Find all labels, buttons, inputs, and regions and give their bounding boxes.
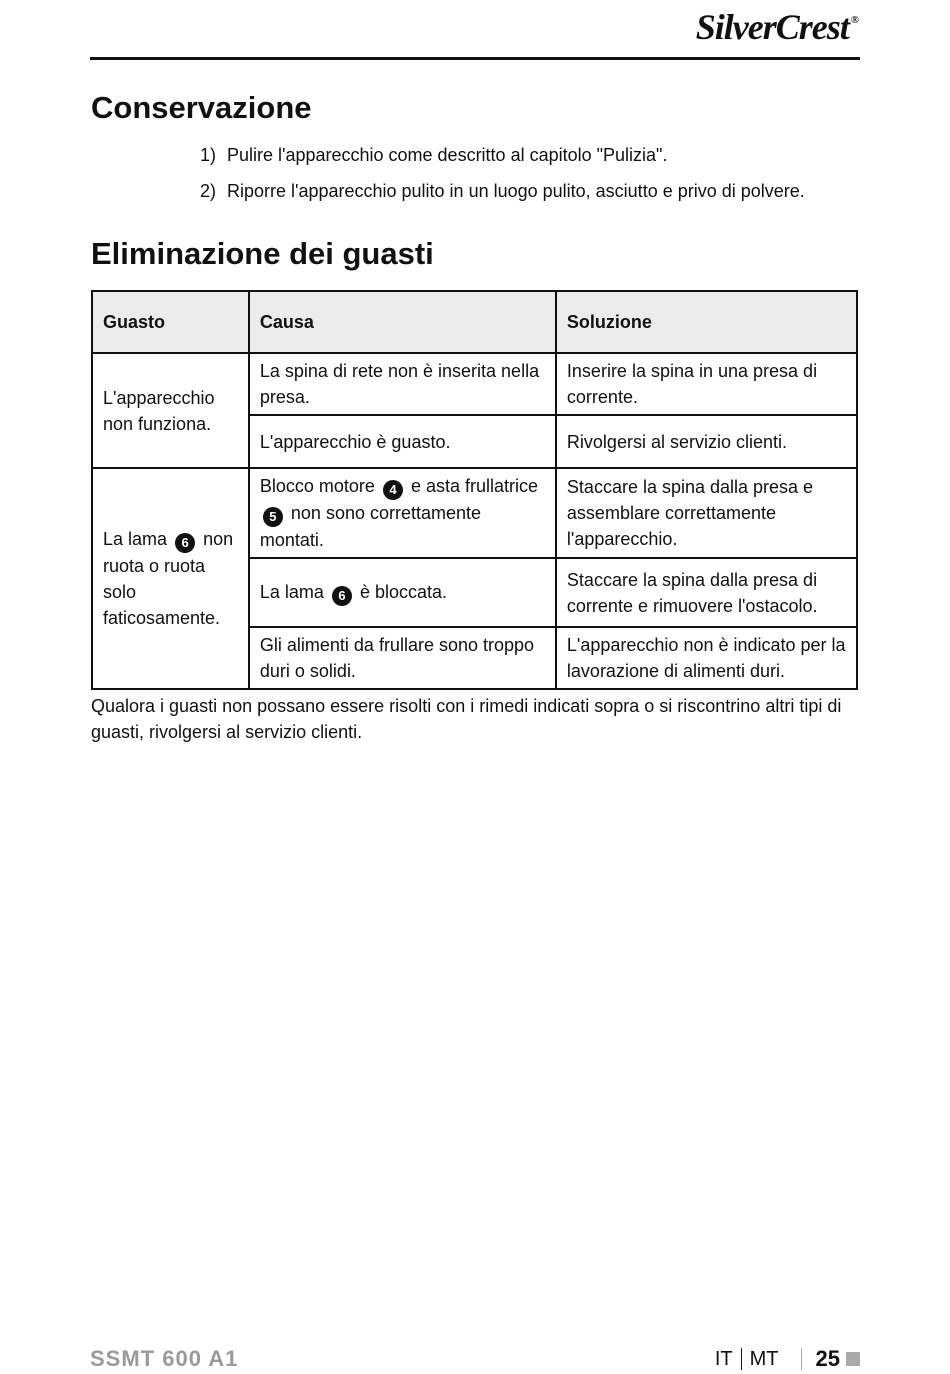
square-icon <box>846 1352 860 1366</box>
fault-cell: L'apparecchio non funziona. <box>92 353 249 468</box>
cause-text: non sono correttamente montati. <box>259 503 482 550</box>
table-row <box>92 353 857 415</box>
cause-cell <box>249 468 556 558</box>
solution-cell: L'apparecchio non è indicato per la lavorazione di alimenti duri. <box>556 627 857 689</box>
fault-cell <box>92 468 249 689</box>
header-rule <box>90 57 860 60</box>
fault-text: non ruota o ruota solo faticosamente. <box>103 529 234 628</box>
step-number: 2) <box>200 181 217 201</box>
part-number-badge: 5 <box>263 507 283 527</box>
solution-cell: Staccare la spina dalla presa e assemblare correttamente l'apparecchio. <box>556 468 857 558</box>
header-cause: Causa <box>249 291 556 353</box>
storage-step-2 <box>200 181 805 202</box>
language-code: MT <box>749 1347 779 1370</box>
solution-cell: Inserire la spina in una presa di corrente. <box>556 353 857 415</box>
storage-step-1 <box>200 145 667 166</box>
page-number: 25 <box>815 1346 840 1371</box>
cause-text: e asta frullatrice <box>410 476 539 496</box>
header-fault: Guasto <box>92 291 249 353</box>
solution-cell: Staccare la spina dalla presa di corrente e rimuovere l'ostacolo. <box>556 558 857 627</box>
table-row <box>92 468 857 558</box>
registered-mark: ® <box>850 14 858 26</box>
troubleshooting-note: Qualora i guasti non possano essere risolti con i rimedi indicati sopra o si riscontrino altri tipi di guasti, rivolgersi al servizio clienti. <box>91 696 842 742</box>
footer-pagination <box>715 1346 860 1372</box>
divider <box>801 1348 802 1370</box>
step-text: Pulire l'apparecchio come descritto al capitolo "Pulizia". <box>227 145 668 165</box>
divider <box>741 1348 742 1370</box>
cause-cell: Gli alimenti da frullare sono troppo duri o solidi. <box>249 627 556 689</box>
cause-cell: La spina di rete non è inserita nella presa. <box>249 353 556 415</box>
part-number-badge: 6 <box>332 586 352 606</box>
cause-text: Blocco motore <box>259 476 375 496</box>
solution-cell: Rivolgersi al servizio clienti. <box>556 415 857 468</box>
troubleshooting-table <box>91 290 858 690</box>
cause-text: La lama <box>259 582 324 602</box>
cause-text: è bloccata. <box>359 582 448 602</box>
footer-model: SSMT 600 A1 <box>90 1346 239 1371</box>
part-number-badge: 6 <box>175 533 195 553</box>
brand-logo <box>696 6 858 48</box>
cause-cell <box>249 558 556 627</box>
brand-name: SilverCrest <box>695 7 849 47</box>
cause-cell: L'apparecchio è guasto. <box>249 415 556 468</box>
step-text: Riporre l'apparecchio pulito in un luogo pulito, asciutto e privo di polvere. <box>227 181 805 201</box>
header-solution: Soluzione <box>556 291 857 353</box>
troubleshooting-heading: Eliminazione dei guasti <box>91 236 434 271</box>
fault-text: La lama <box>103 529 168 549</box>
step-number: 1) <box>200 145 217 165</box>
language-code: IT <box>714 1347 733 1370</box>
part-number-badge: 4 <box>383 480 403 500</box>
table-header-row <box>92 291 857 353</box>
storage-heading: Conservazione <box>91 90 312 125</box>
